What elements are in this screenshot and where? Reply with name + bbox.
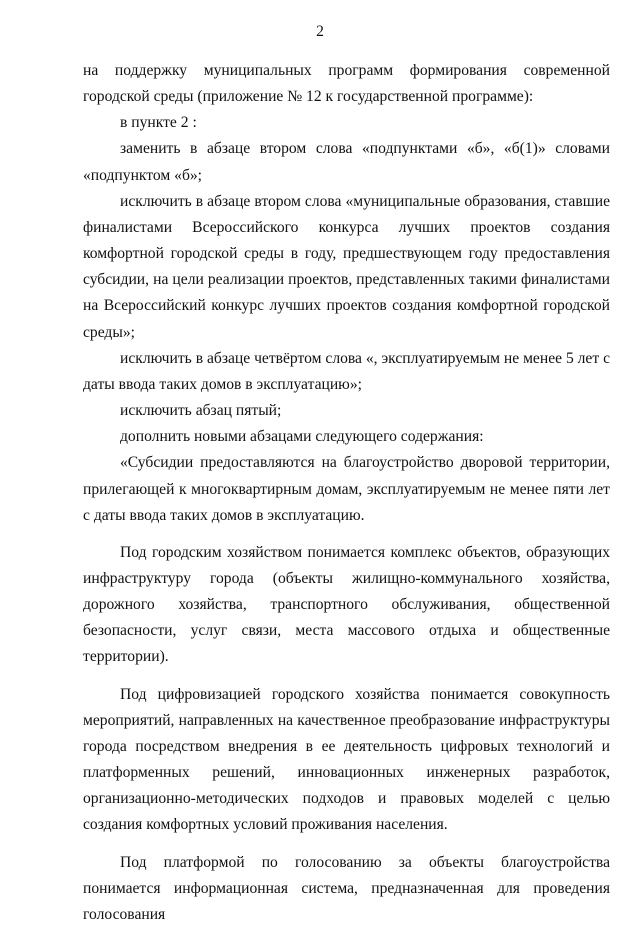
paragraph-exclude-fifth: исключить абзац пятый; — [120, 402, 282, 420]
paragraph-subsidies: «Субсидии предоставляются на благоустройство дворовой территории, прилегающей к многоквартирным домам, эксплуатируемым не менее пяти лет с даты ввода таких домов в эксплуатацию. — [83, 454, 610, 524]
paragraph-exclude-words-second: исключить в абзаце втором слова «муниципальные образования, ставшие финалистами Всероссийского конкурса лучших проектов создания комфортной городской среды в году, предшествующем году предоставления субсидии, на цели реализации проектов, представленных такими финалистами на Всероссийский конкурс лучших проектов создания комфортной городской среды»; — [83, 192, 610, 341]
paragraph-replace-words: заменить в абзаце втором слова «подпунктами «б», «б(1)» словами «подпунктом «б»; — [83, 140, 610, 184]
document-body — [83, 58, 610, 928]
paragraph-add-new: дополнить новыми абзацами следующего содержания: — [120, 428, 484, 446]
paragraph-digitalization: Под цифровизацией городского хозяйства понимается совокупность мероприятий, направленных на качественное преобразование инфраструктуры города посредством внедрения в ее деятельность цифровых технологий и платформенных решений, инновационных инженерных разработок, организационно-методических подходов и правовых моделей с целью создания комфортных условий проживания населения. — [83, 685, 610, 834]
paragraph-exclude-words-fourth: исключить в абзаце четвёртом слова «, эксплуатируемым не менее 5 лет с даты ввода таких домов в эксплуатацию»; — [83, 349, 610, 393]
paragraph-voting-platform: Под платформой по голосованию за объекты благоустройства понимается информационная система, предназначенная для проведения голосования — [83, 853, 610, 923]
paragraph-urban-economy: Под городским хозяйством понимается комплекс объектов, образующих инфраструктуру города (объекты жилищно-коммунального хозяйства, дорожного хозяйства, транспортного обслуживания, общественной безопасности, услуг связи, места массового отдыха и общественные территории). — [83, 543, 610, 666]
paragraph-item-2: в пункте 2 : — [120, 114, 197, 132]
page-number: 2 — [316, 23, 324, 40]
paragraph-intro: на поддержку муниципальных программ формирования современной городской среды (приложение № 12 к государственной программе): — [83, 62, 610, 106]
